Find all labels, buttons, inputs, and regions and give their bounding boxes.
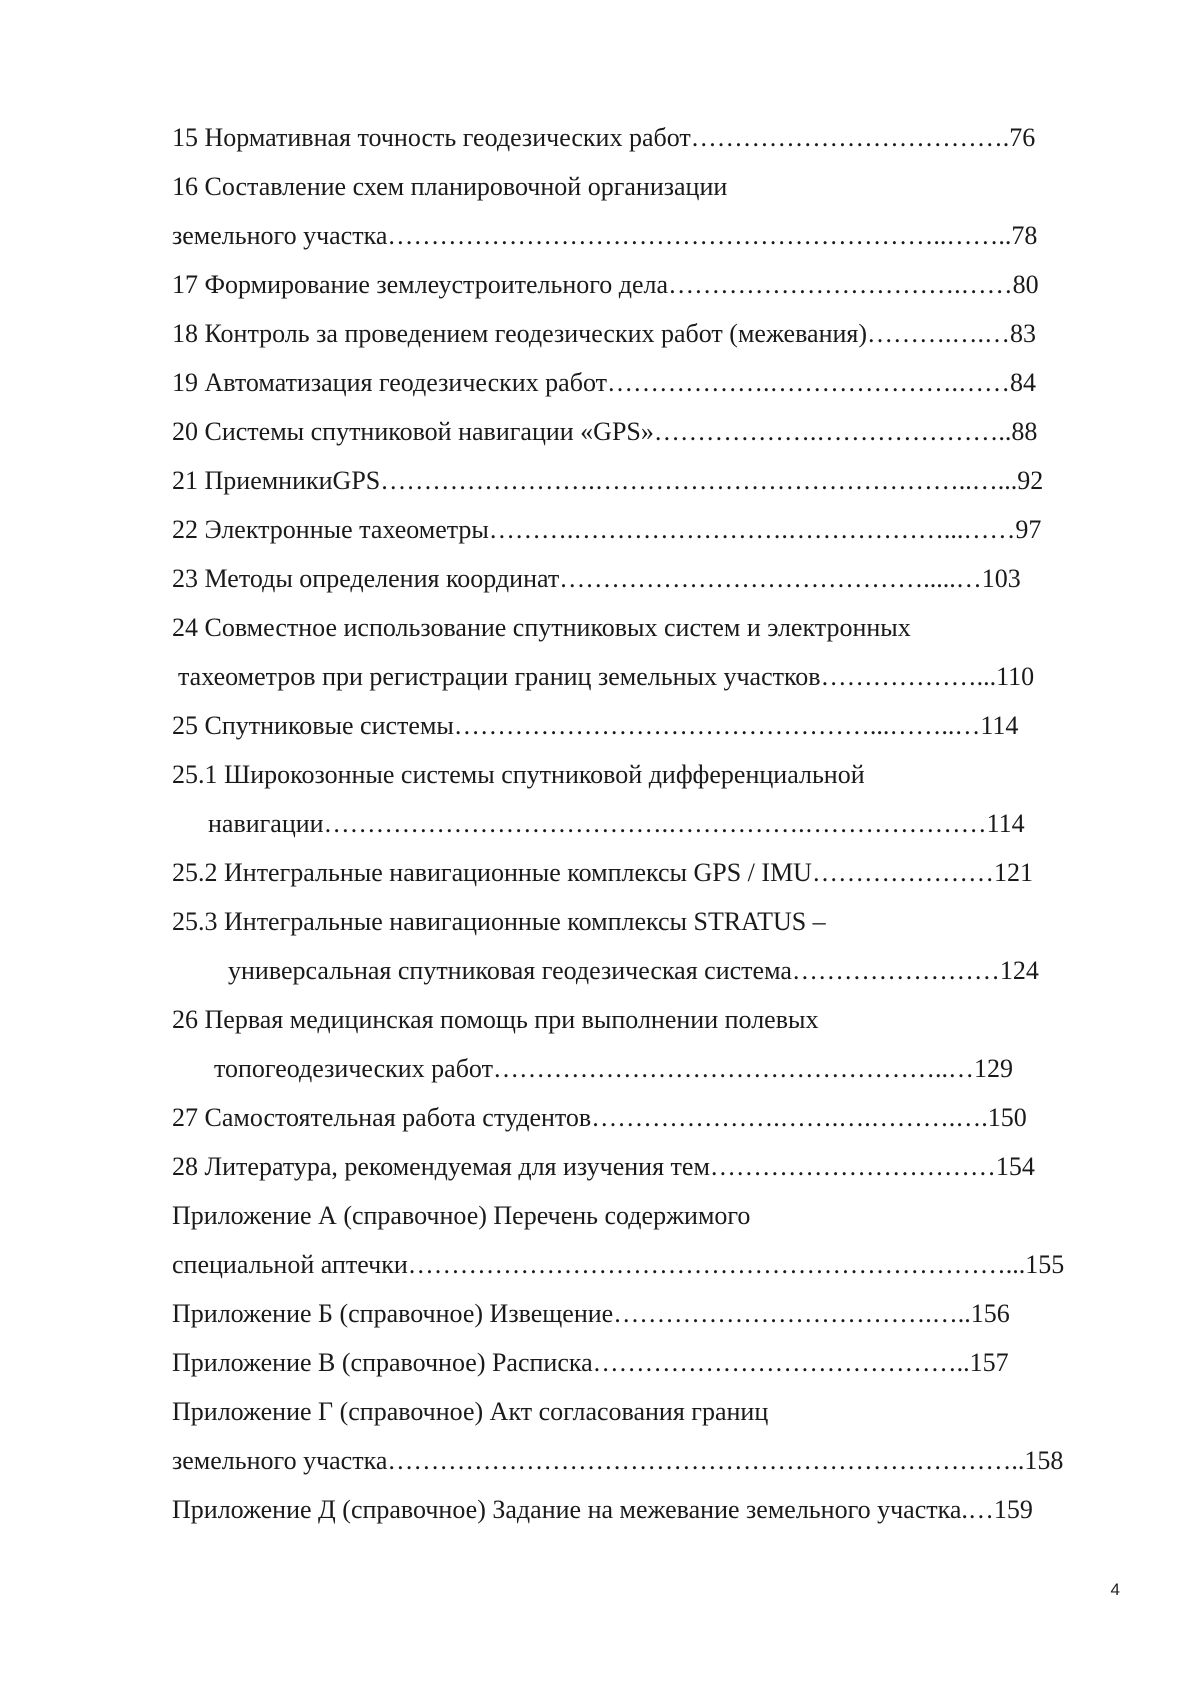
toc-entry-text: 25 Спутниковые системы…………………………………………...……..…114 (172, 711, 1019, 740)
toc-entry-text: 26 Первая медицинская помощь при выполнении полевых (172, 1005, 819, 1034)
toc-entry-appendix-v (172, 1338, 1120, 1387)
toc-entry-text: 27 Самостоятельная работа студентов………………….…….….……….….150 (172, 1103, 1027, 1132)
toc-entry-26-line-1 (172, 995, 1120, 1044)
toc-entry-text: Приложение Г (справочное) Акт согласования границ (172, 1397, 769, 1426)
toc-entry-text: 25.1 Широкозонные системы спутниковой дифференциальной (172, 760, 865, 789)
toc-entry-text: 28 Литература, рекомендуемая для изучения тем……………………………154 (172, 1152, 1035, 1181)
toc-entry-20 (172, 407, 1120, 456)
toc-entry-appendix-d (172, 1485, 1120, 1534)
toc-entry-text: земельного участка………………………………………………………………..158 (172, 1446, 1064, 1475)
toc-entry-17 (172, 260, 1120, 309)
toc-entry-appendix-a-line-1 (172, 1191, 1120, 1240)
toc-entry-text: 24 Совместное использование спутниковых систем и электронных (172, 613, 911, 642)
toc-entry-16-line-1 (172, 162, 1120, 211)
toc-entry-27 (172, 1093, 1120, 1142)
toc-entry-24-line-2 (172, 652, 1120, 701)
toc-entry-text: 19 Автоматизация геодезических работ……………….………………….……84 (172, 368, 1036, 397)
toc-entry-text: 15 Нормативная точность геодезических работ……………………………….76 (172, 123, 1036, 152)
toc-entry-text: 18 Контроль за проведением геодезических работ (межевания)……….….…83 (172, 319, 1037, 348)
toc-entry-text: земельного участка………………………………………………………..……..78 (172, 221, 1038, 250)
page-number: 4 (1110, 1580, 1120, 1599)
toc-entry-text: Приложение Д (справочное) Задание на межевание земельного участка.…159 (172, 1495, 1033, 1524)
toc-entry-25-3-line-1 (172, 897, 1120, 946)
table-of-contents (172, 113, 1120, 1534)
toc-entry-text: Приложение В (справочное) Расписка……………………………………..157 (172, 1348, 1009, 1377)
toc-entry-text: Приложение Б (справочное) Извещение……………………………….…..156 (172, 1299, 1010, 1328)
toc-entry-15 (172, 113, 1120, 162)
toc-entry-text: 16 Составление схем планировочной организации (172, 172, 728, 201)
toc-entry-26-line-2 (172, 1044, 1120, 1093)
toc-entry-22 (172, 505, 1120, 554)
toc-entry-text: 20 Системы спутниковой навигации «GPS»……………….…………………..88 (172, 417, 1038, 446)
toc-entry-25-1-line-2 (172, 799, 1120, 848)
toc-entry-28 (172, 1142, 1120, 1191)
toc-entry-appendix-a-line-2 (172, 1240, 1120, 1289)
toc-entry-text: 23 Методы определения координат…………………………………….....…103 (172, 564, 1021, 593)
toc-entry-21 (172, 456, 1120, 505)
toc-entry-24-line-1 (172, 603, 1120, 652)
toc-entry-appendix-b (172, 1289, 1120, 1338)
toc-entry-text: 21 ПриемникиGPS…………………….……………………………………..…...92 (172, 466, 1044, 495)
toc-entry-text: тахеометров при регистрации границ земельных участков………………...110 (178, 662, 1035, 691)
toc-entry-appendix-g-line-2 (172, 1436, 1120, 1485)
toc-entry-25-3-line-2 (172, 946, 1120, 995)
toc-entry-25-2 (172, 848, 1120, 897)
toc-entry-text: 25.3 Интегральные навигационные комплексы STRATUS – (172, 907, 826, 936)
toc-entry-25 (172, 701, 1120, 750)
toc-entry-25-1-line-1 (172, 750, 1120, 799)
toc-entry-appendix-g-line-1 (172, 1387, 1120, 1436)
toc-entry-text: 25.2 Интегральные навигационные комплексы GPS / IMU…………………121 (172, 858, 1033, 887)
toc-entry-text: универсальная спутниковая геодезическая система……………………124 (228, 956, 1039, 985)
toc-entry-text: 22 Электронные тахеометры……….…………………….………………...……97 (172, 515, 1042, 544)
toc-entry-23 (172, 554, 1120, 603)
toc-entry-16-line-2 (172, 211, 1120, 260)
toc-entry-19 (172, 358, 1120, 407)
toc-entry-text: навигации………………………………….…………….…………………114 (208, 809, 1025, 838)
toc-entry-text: 17 Формирование землеустроительного дела…………………………….……80 (172, 270, 1039, 299)
toc-entry-text: топогеодезических работ……………………………………………..…129 (214, 1054, 1013, 1083)
toc-entry-text: Приложение А (справочное) Перечень содержимого (172, 1201, 751, 1230)
toc-entry-text: специальной аптечки……………………………………………………………...155 (172, 1250, 1065, 1279)
toc-entry-18 (172, 309, 1120, 358)
